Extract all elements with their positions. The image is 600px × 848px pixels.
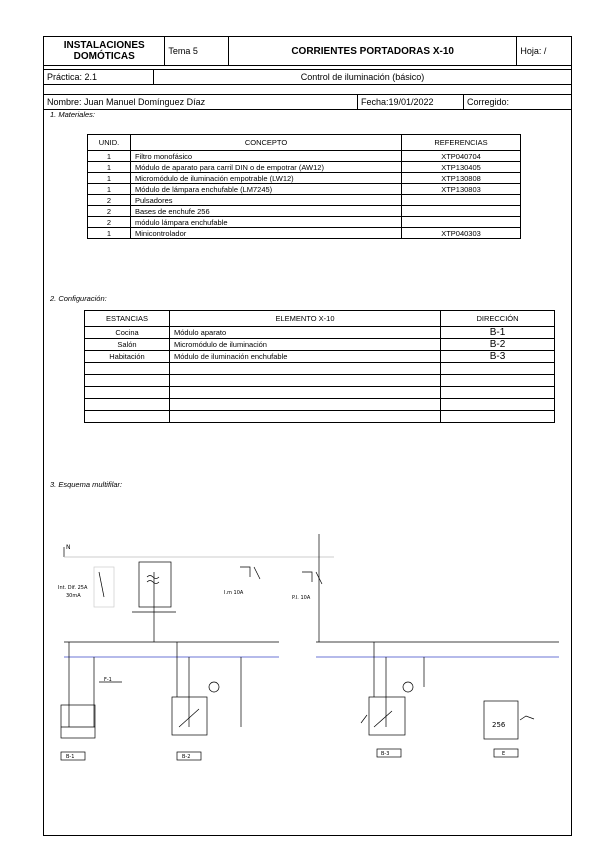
cfg-direccion-cell: B-1 [441,327,555,339]
socket-antenna [520,716,534,720]
mat-concepto-cell: Pulsadores [131,195,402,206]
b1-label: B-1 [66,754,75,760]
mat-concepto-cell: Módulo de aparato para carril DIN o de empotrar (AW12) [131,162,402,173]
socket-box [484,701,518,739]
course-title: INSTALACIONES DOMÓTICAS [44,37,165,66]
mat-col-unid: UNID. [88,135,131,151]
cfg-elemento-cell: Módulo aparato [170,327,441,339]
cfg-col-elemento: ELEMENTO X-10 [170,311,441,327]
breaker1-symbol [240,567,260,579]
mat-unid-cell: 1 [88,162,131,173]
f1-label: F-1 [104,677,112,683]
cfg-elemento-cell: Micromódulo de iluminación [170,339,441,351]
socket-label: 256 [492,721,506,729]
diff-rating-label: Int. Dif. 25A [58,585,88,591]
practice-label: Práctica: 2.1 [44,70,154,85]
cfg-estancia-cell: Habitación [85,351,170,363]
lamp-b3 [403,682,413,692]
filter-box [139,562,171,607]
mat-ref-cell: XTP130803 [402,184,521,195]
mat-concepto-cell: Bases de enchufe 256 [131,206,402,217]
cfg-col-estancias: ESTANCIAS [85,311,170,327]
corrected-field: Corregido: [464,95,572,110]
cfg-estancia-cell: Salón [85,339,170,351]
module-b3-dimmer [361,711,392,727]
diff-sens-label: 30mA [66,593,81,599]
date-field: Fecha:19/01/2022 [358,95,464,110]
module-b1-box [61,705,95,738]
tema-label: Tema 5 [165,37,228,66]
mat-unid-cell: 1 [88,151,131,162]
breaker1-label: I.m 10A [224,590,244,596]
mat-ref-cell: XTP130808 [402,173,521,184]
breaker2-label: P.I. 10A [292,595,311,601]
b3-label: B-3 [381,751,390,757]
mat-unid-cell: 1 [88,184,131,195]
differential-contact [99,572,104,597]
mat-unid-cell: 1 [88,228,131,239]
document-page [43,36,572,836]
cfg-elemento-cell: Módulo de iluminación enchufable [170,351,441,363]
lamp-b2 [209,682,219,692]
cfg-col-direccion: DIRECCIÓN [441,311,555,327]
practice-title: Control de iluminación (básico) [154,70,572,85]
cfg-direccion-cell: B-2 [441,339,555,351]
neutral-label: N [66,544,71,551]
mat-unid-cell: 2 [88,206,131,217]
hoja-label: Hoja: / [517,37,572,66]
mat-concepto-cell: Minicontrolador [131,228,402,239]
differential-box [94,567,114,607]
mat-ref-cell: XTP040303 [402,228,521,239]
mat-unid-cell: 2 [88,195,131,206]
mat-concepto-cell: Micromódulo de iluminación empotrable (LW12) [131,173,402,184]
mat-ref-cell: XTP130405 [402,162,521,173]
label-box-e [494,749,518,757]
filter-symbol [147,576,159,584]
wiring-schematic [44,37,573,837]
mat-col-concepto: CONCEPTO [131,135,402,151]
student-name: Nombre: Juan Manuel Domínguez Díaz [44,95,358,110]
module-b2-box [172,697,207,735]
cfg-estancia-cell: Cocina [85,327,170,339]
configuration-heading: 2. Configuración: [50,294,107,303]
module-b3-box [369,697,405,735]
e-label: E [502,751,506,757]
mat-col-ref: REFERENCIAS [402,135,521,151]
cfg-direccion-cell: B-3 [441,351,555,363]
materials-heading: 1. Materiales: [50,110,96,119]
schema-heading: 3. Esquema multifilar: [50,480,123,489]
mat-ref-cell: XTP040704 [402,151,521,162]
mat-concepto-cell: Módulo de lámpara enchufable (LM7245) [131,184,402,195]
mat-concepto-cell: módulo lámpara enchufable [131,217,402,228]
subject-title: CORRIENTES PORTADORAS X-10 [228,37,517,66]
mat-concepto-cell: Filtro monofásico [131,151,402,162]
b2-label: B-2 [182,754,191,760]
mat-unid-cell: 2 [88,217,131,228]
mat-unid-cell: 1 [88,173,131,184]
